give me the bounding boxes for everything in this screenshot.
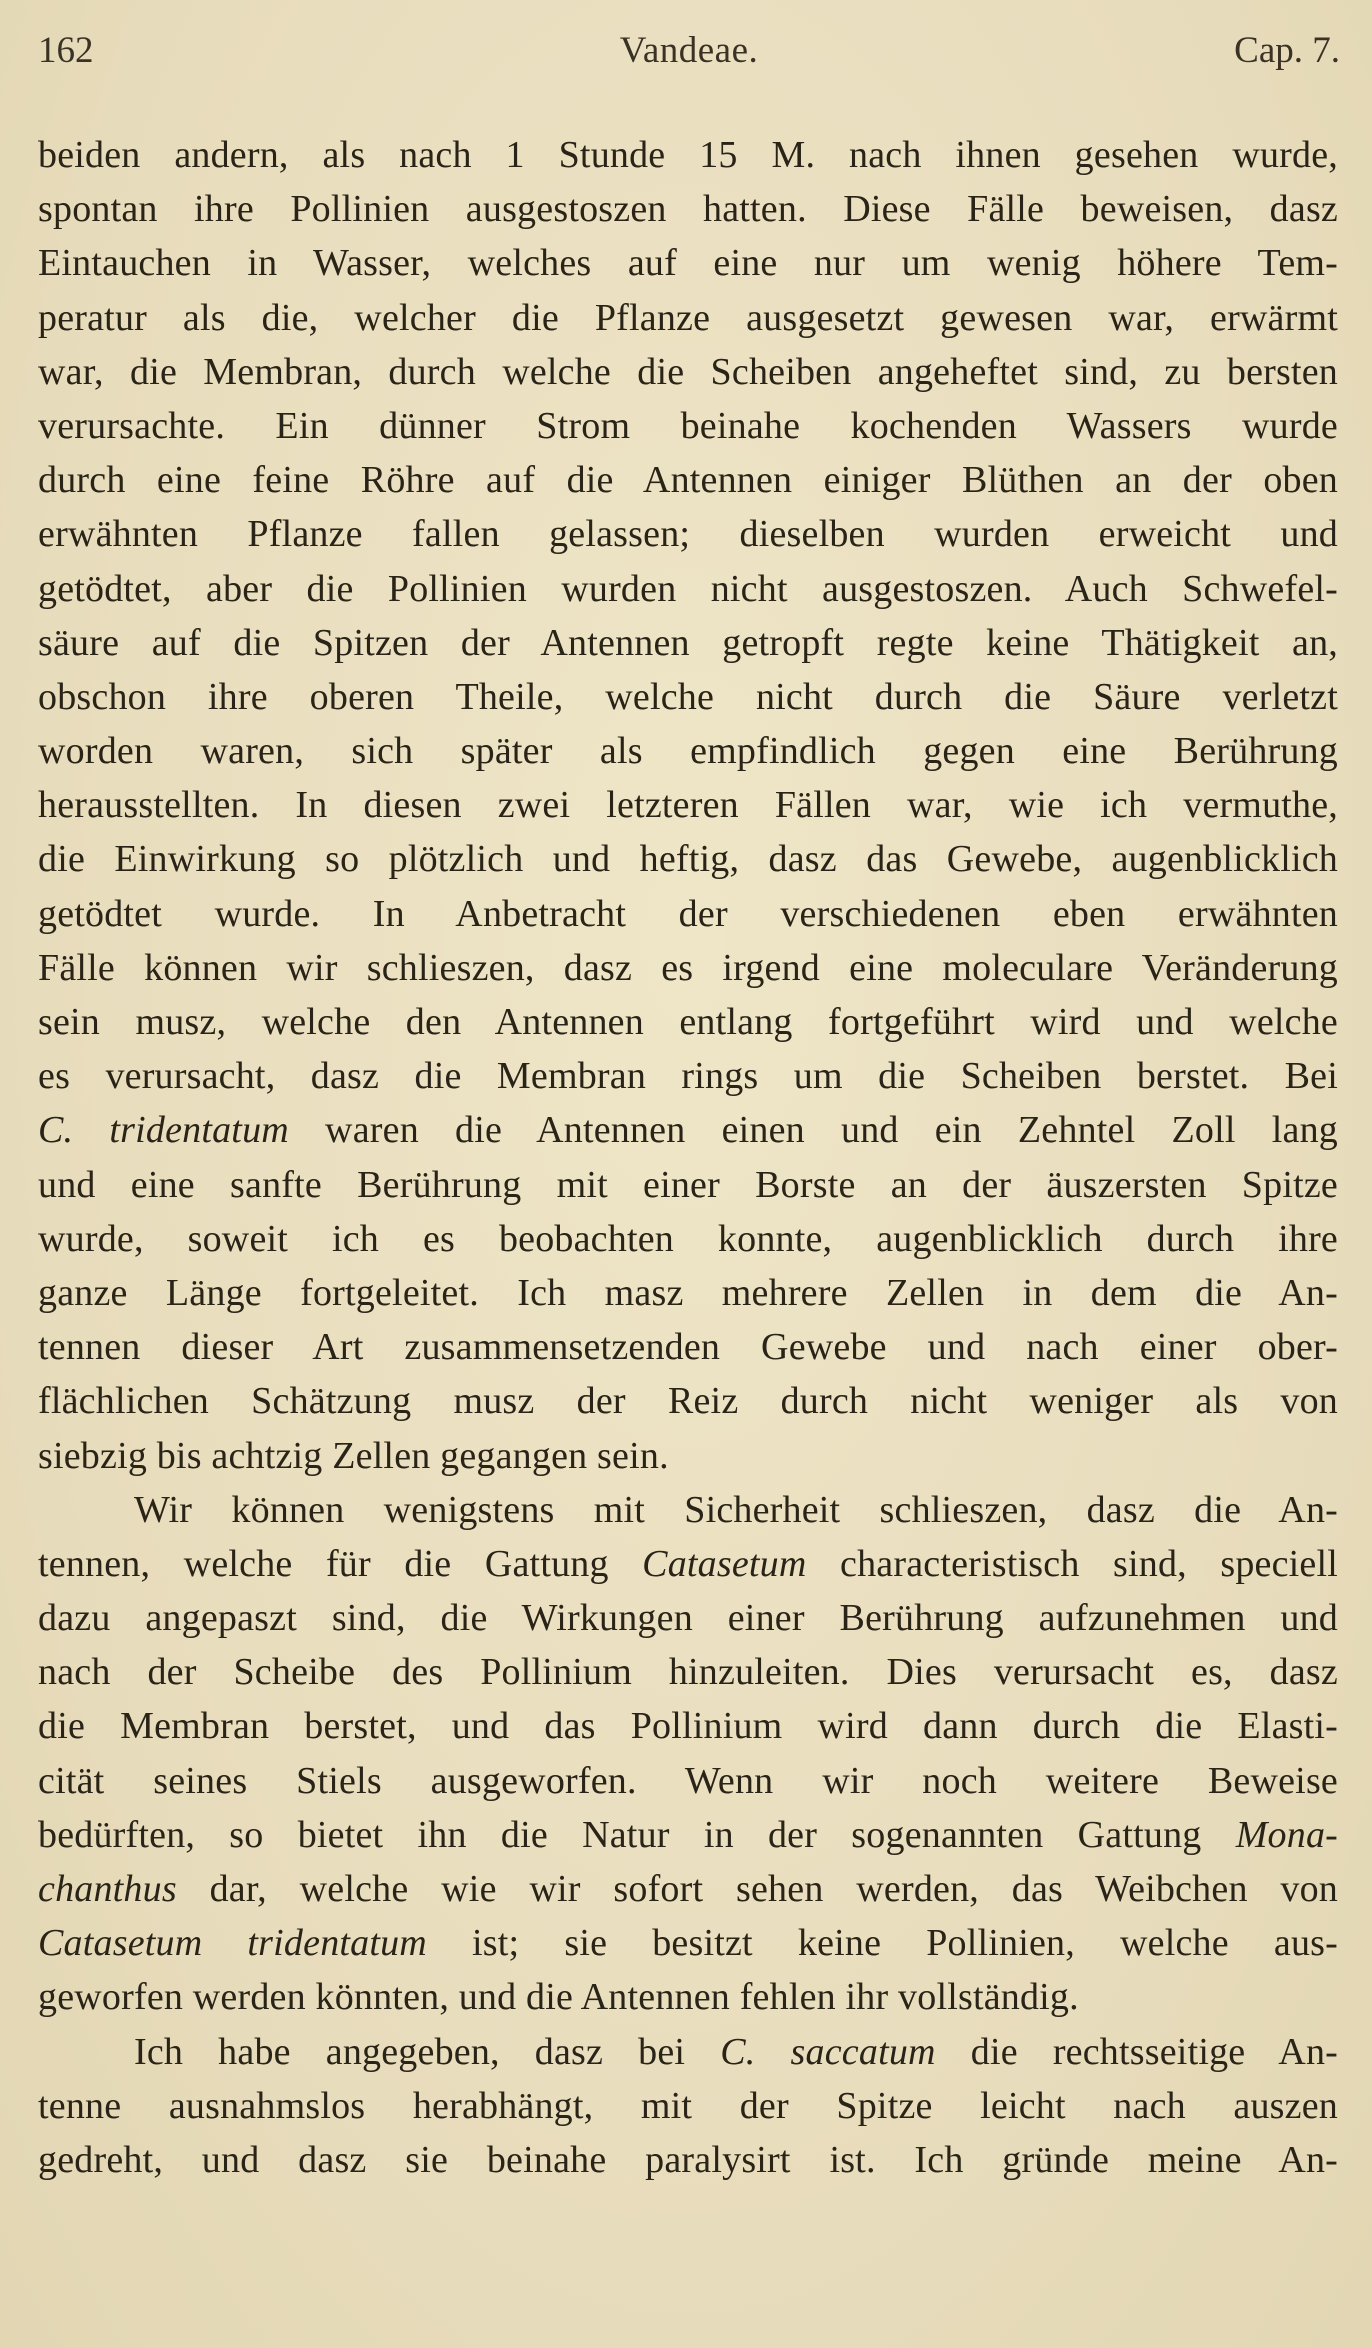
page-number: 162 — [38, 30, 94, 71]
text-run: bedürften, so bietet ihn die Natur in der sogenannten Gattung — [38, 1813, 1236, 1856]
text-run: ist; sie besitzt keine Pollinien, welche aus- — [426, 1922, 1338, 1965]
text-line — [38, 1916, 1338, 1970]
text-line — [38, 562, 1338, 616]
text-run: sein musz, welche den Antennen entlang fortgeführt wird und welche — [38, 1001, 1338, 1043]
text-line — [38, 724, 1338, 778]
text-line — [38, 236, 1338, 290]
text-line — [38, 1862, 1338, 1916]
text-line — [38, 1537, 1338, 1591]
text-line — [38, 1699, 1338, 1753]
text-line — [38, 1429, 1338, 1483]
text-run: waren die Antennen einen und ein Zehntel Zoll lang — [288, 1109, 1338, 1152]
text-line — [38, 670, 1338, 724]
text-run: die rechtsseitige An- — [935, 2030, 1339, 2073]
text-line — [38, 1320, 1338, 1374]
text-run: die Membran berstet, und das Pollinium wird dann durch die Elasti- — [38, 1705, 1338, 1748]
text-line — [38, 1483, 1338, 1537]
text-run: geworfen werden könnten, und die Antennen fehlen ihr vollständig. — [38, 1976, 1079, 2019]
text-line — [38, 1266, 1338, 1320]
text-line — [38, 182, 1338, 236]
text-line — [38, 1374, 1338, 1428]
chapter-label: Cap. 7. — [1234, 30, 1340, 71]
text-run: getödtet, aber die Pollinien wurden nicht ausgestoszen. Auch Schwefel- — [38, 567, 1338, 610]
text-run: characteristisch sind, speciell — [806, 1542, 1338, 1585]
text-run: ganze Länge fortgeleitet. Ich masz mehrere Zellen in dem die An- — [38, 1271, 1338, 1314]
section-title: Vandeae. — [619, 30, 759, 71]
text-run: es verursacht, dasz die Membran rings um die Scheiben berstet. Bei — [38, 1055, 1338, 1098]
text-line — [38, 995, 1338, 1049]
text-run: tenne ausnahmslos herabhängt, mit der Spitze leicht nach auszen — [38, 2084, 1338, 2127]
text-run: obschon ihre oberen Theile, welche nicht durch die Säure verletzt — [38, 675, 1338, 718]
text-line — [38, 453, 1338, 507]
text-line — [38, 832, 1338, 886]
text-run: dazu angepaszt sind, die Wirkungen einer Berührung aufzunehmen und — [38, 1597, 1338, 1640]
text-run: spontan ihre Pollinien ausgestoszen hatten. Diese Fälle beweisen, dasz — [38, 188, 1338, 231]
text-line — [38, 507, 1338, 561]
text-run: und eine sanfte Berührung mit einer Borste an der äuszersten Spitze — [38, 1163, 1338, 1206]
text-line — [38, 616, 1338, 670]
text-run: die Einwirkung so plötzlich und heftig, dasz das Gewebe, augenblicklich — [38, 838, 1338, 881]
text-line — [38, 1212, 1338, 1266]
text-run: Fälle können wir schlieszen, dasz es irgend eine moleculare Veränderung — [38, 946, 1338, 989]
text-run: Wir können wenigstens mit Sicherheit schlieszen, dasz die An- — [134, 1488, 1338, 1531]
text-run: erwähnten Pflanze fallen gelassen; dieselben wurden erweicht und — [38, 513, 1338, 556]
text-run: dar, welche wie wir sofort sehen werden, das Weibchen von — [176, 1868, 1338, 1910]
text-line — [38, 345, 1338, 399]
text-line — [38, 2079, 1338, 2133]
text-run: gedreht, und dasz sie beinahe paralysirt ist. Ich gründe meine An- — [38, 2138, 1338, 2181]
text-line — [38, 1049, 1338, 1103]
text-run: Ich habe angegeben, dasz bei — [134, 2030, 721, 2073]
italic-species-name: chanthus — [38, 1868, 177, 1910]
text-run: durch eine feine Röhre auf die Antennen einiger Blüthen an der oben — [38, 459, 1338, 502]
text-line — [38, 291, 1338, 345]
text-line — [38, 1103, 1338, 1157]
text-line — [38, 1754, 1338, 1808]
text-run: Eintauchen in Wasser, welches auf eine nur um wenig höhere Tem- — [38, 242, 1338, 285]
text-run: nach der Scheibe des Pollinium hinzuleiten. Dies verursacht es, dasz — [38, 1651, 1338, 1694]
italic-species-name: Catasetum tridentatum — [38, 1922, 427, 1965]
italic-species-name: C. tridentatum — [38, 1109, 289, 1152]
text-line — [38, 778, 1338, 832]
text-line — [38, 1591, 1338, 1645]
text-run: herausstellten. In diesen zwei letzteren Fällen war, wie ich vermuthe, — [38, 784, 1338, 827]
text-run: wurde, soweit ich es beobachten konnte, augenblicklich durch ihre — [38, 1217, 1338, 1260]
text-run: verursachte. Ein dünner Strom beinahe kochenden Wassers wurde — [38, 404, 1338, 447]
text-run: worden waren, sich später als empfindlich gegen eine Berührung — [38, 730, 1338, 773]
text-line — [38, 1158, 1338, 1212]
text-line — [38, 941, 1338, 995]
text-run: getödtet wurde. In Anbetracht der verschiedenen eben erwähnten — [38, 892, 1338, 935]
body-text — [38, 128, 1338, 2187]
italic-species-name: Mona- — [1235, 1813, 1338, 1856]
text-run: peratur als die, welcher die Pflanze ausgesetzt gewesen war, erwärmt — [38, 296, 1338, 339]
italic-species-name: Catasetum — [642, 1542, 807, 1585]
text-line — [38, 399, 1338, 453]
text-line — [38, 1970, 1338, 2024]
text-line — [38, 128, 1338, 182]
text-run: war, die Membran, durch welche die Scheiben angeheftet sind, zu bersten — [38, 350, 1338, 393]
text-line — [38, 1808, 1338, 1862]
text-run: cität seines Stiels ausgeworfen. Wenn wir noch weitere Beweise — [38, 1759, 1338, 1802]
text-run: siebzig bis achtzig Zellen gegangen sein. — [38, 1434, 669, 1477]
running-header — [38, 26, 1340, 76]
text-line — [38, 2133, 1338, 2187]
text-run: flächlichen Schätzung musz der Reiz durch nicht weniger als von — [38, 1380, 1338, 1423]
text-run: tennen dieser Art zusammensetzenden Gewebe und nach einer ober- — [38, 1326, 1338, 1369]
text-line — [38, 2025, 1338, 2079]
text-run: säure auf die Spitzen der Antennen getropft regte keine Thätigkeit an, — [38, 621, 1338, 664]
text-line — [38, 1645, 1338, 1699]
text-run: beiden andern, als nach 1 Stunde 15 M. nach ihnen gesehen wurde, — [38, 134, 1338, 176]
text-run: tennen, welche für die Gattung — [38, 1542, 643, 1585]
text-line — [38, 887, 1338, 941]
italic-species-name: C. saccatum — [720, 2030, 936, 2073]
